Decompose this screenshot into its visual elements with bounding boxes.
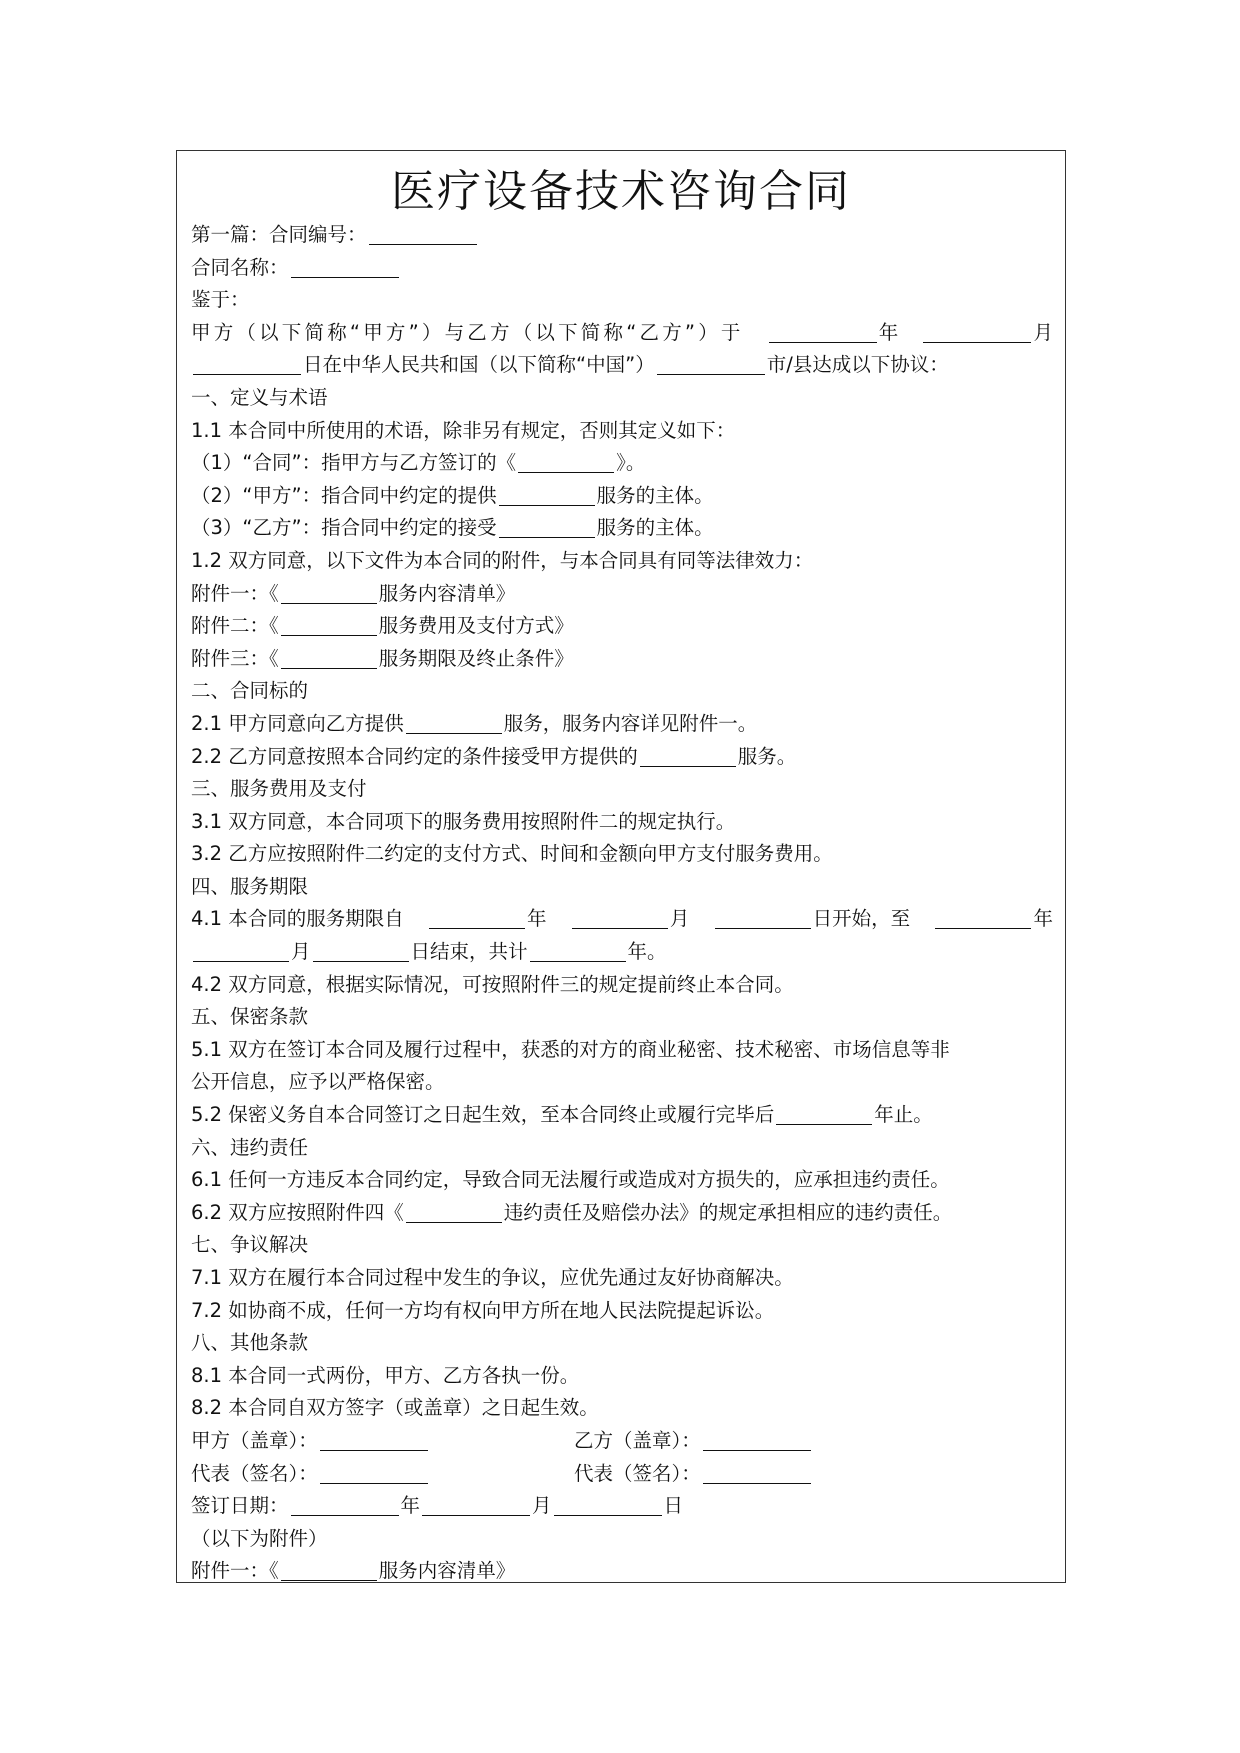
clause: （3）“乙方”：指合同中约定的接受 服务的主体。 (191, 516, 714, 540)
start-year-blank[interactable] (429, 906, 525, 929)
date-month-blank[interactable] (422, 1493, 530, 1516)
clause: 3.2 乙方应按照附件二约定的支付方式、时间和金额向甲方支付服务费用。 (191, 842, 833, 866)
clause: 3.1 双方同意，本合同项下的服务费用按照附件二的规定执行。 (191, 809, 736, 833)
sign-month-blank[interactable] (923, 320, 1031, 343)
attachment-blank[interactable] (281, 581, 377, 604)
clause: 2.1 甲方同意向乙方提供 服务，服务内容详见附件一。 (191, 711, 758, 735)
city-blank[interactable] (657, 352, 765, 375)
clause: 5.1 双方在签订本合同及履行过程中，获悉的对方的商业秘密、技术秘密、市场信息等非 (191, 1037, 950, 1061)
end-year-blank[interactable] (935, 906, 1031, 929)
party-b-seal-blank[interactable] (703, 1428, 811, 1451)
document-title: 医疗设备技术咨询合同 (391, 166, 851, 217)
service-blank[interactable] (406, 711, 502, 734)
annex-note: （以下为附件） (191, 1526, 328, 1550)
contract-frame (176, 150, 1066, 1583)
contract-title-blank[interactable] (518, 450, 614, 473)
service-blank[interactable] (499, 483, 595, 506)
service-blank[interactable] (499, 515, 595, 538)
party-a-seal-blank[interactable] (320, 1428, 428, 1451)
clause: 2.2 乙方同意按照本合同约定的条件接受甲方提供的 服务。 (191, 744, 797, 768)
clause: 7.2 如协商不成，任何一方均有权向甲方所在地人民法院提起诉讼。 (191, 1298, 775, 1322)
attachment-item: 附件三：《 服务期限及终止条件》 (191, 646, 574, 670)
contract-number-line: 第一篇：合同编号： (191, 219, 1053, 252)
clause: 月 日结束，共计 年。 (191, 936, 1053, 969)
contract-number-blank[interactable] (369, 222, 477, 245)
clause: 7.1 双方在履行本合同过程中发生的争议，应优先通过友好协商解决。 (191, 1266, 794, 1289)
end-day-blank[interactable] (313, 939, 409, 962)
section-heading: 五、保密条款 (191, 1005, 309, 1029)
party-b-rep-blank[interactable] (703, 1461, 811, 1484)
parties-line-2: 日在中华人民共和国（以下简称“中国”） 市/县达成以下协议： (191, 349, 1053, 382)
whereas-line: 鉴于： (191, 288, 250, 312)
attachment-item: 附件一：《 服务内容清单》 (191, 581, 516, 605)
contract-name-line: 合同名称： (191, 252, 1053, 285)
clause: （1）“合同”：指甲方与乙方签订的《 》。 (191, 451, 646, 475)
attachment-blank[interactable] (281, 1558, 377, 1581)
duration-blank[interactable] (530, 939, 626, 962)
sign-year-blank[interactable] (769, 320, 877, 343)
section-heading: 六、违约责任 (191, 1135, 309, 1159)
clause: 4.2 双方同意，根据实际情况，可按照附件三的规定提前终止本合同。 (191, 972, 794, 996)
liability-blank[interactable] (406, 1200, 502, 1223)
clause: 1.1 本合同中所使用的术语，除非另有规定，否则其定义如下： (191, 418, 736, 442)
clause: （2）“甲方”：指合同中约定的提供 服务的主体。 (191, 483, 714, 507)
start-day-blank[interactable] (715, 906, 811, 929)
parties-line: 甲方（以下简称“甲方”）与乙方（以下简称“乙方”）于 年 月 (191, 320, 1053, 344)
representative-line: 代表（签名）： 代表（签名）： (191, 1458, 1053, 1491)
clause: 公开信息，应予以严格保密。 (191, 1070, 445, 1094)
confidentiality-years-blank[interactable] (776, 1102, 872, 1125)
party-a-rep-blank[interactable] (320, 1461, 428, 1484)
attachment-blank[interactable] (281, 646, 377, 669)
section-heading: 四、服务期限 (191, 874, 309, 898)
date-day-blank[interactable] (554, 1493, 662, 1516)
start-month-blank[interactable] (572, 906, 668, 929)
attachment-item: 附件一：《 服务内容清单》 (191, 1559, 516, 1583)
attachment-blank[interactable] (281, 613, 377, 636)
clause: 8.2 本合同自双方签字（或盖章）之日起生效。 (191, 1396, 599, 1420)
document-body (191, 219, 1053, 1588)
end-month-blank[interactable] (193, 939, 289, 962)
clause: 4.1 本合同的服务期限自 年 月 日开始，至 年 (191, 907, 1053, 931)
clause: 5.2 保密义务自本合同签订之日起生效，至本合同终止或履行完毕后 年止。 (191, 1103, 933, 1127)
clause: 1.2 双方同意，以下文件为本合同的附件，与本合同具有同等法律效力： (191, 548, 814, 572)
section-heading: 三、服务费用及支付 (191, 777, 367, 801)
contract-name-blank[interactable] (291, 255, 399, 278)
seal-line: 甲方（盖章）： 乙方（盖章）： (191, 1425, 1053, 1458)
service-blank[interactable] (640, 744, 736, 767)
section-heading: 二、合同标的 (191, 679, 309, 703)
section-heading: 七、争议解决 (191, 1233, 309, 1257)
attachment-item: 附件二：《 服务费用及支付方式》 (191, 614, 574, 638)
signing-date-line: 签订日期： 年 月 日 (191, 1494, 684, 1518)
section-heading: 一、定义与术语 (191, 385, 328, 409)
section-heading: 八、其他条款 (191, 1331, 309, 1355)
clause: 6.2 双方应按照附件四《 违约责任及赔偿办法》的规定承担相应的违约责任。 (191, 1200, 953, 1224)
clause: 8.1 本合同一式两份，甲方、乙方各执一份。 (191, 1363, 580, 1387)
sign-day-blank[interactable] (193, 352, 301, 375)
date-year-blank[interactable] (291, 1493, 399, 1516)
clause: 6.1 任何一方违反本合同约定，导致合同无法履行或造成对方损失的，应承担违约责任。 (191, 1168, 950, 1192)
